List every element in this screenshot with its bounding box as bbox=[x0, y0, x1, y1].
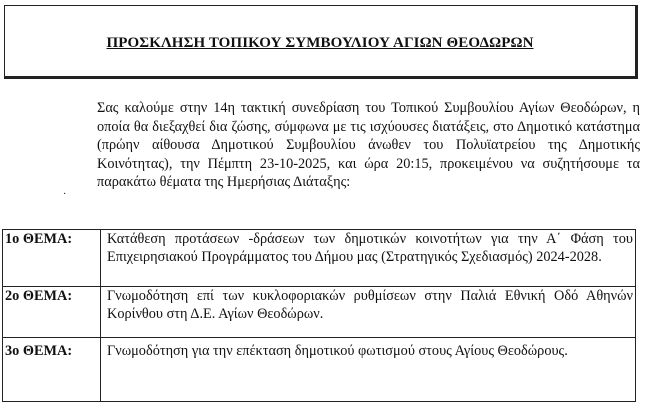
agenda-text: Γνωμοδότηση για την επέκταση δημοτικού φωτισμού στους Αγίους Θεοδώρους. bbox=[101, 338, 636, 402]
stray-dot: · bbox=[63, 189, 67, 200]
agenda-row bbox=[3, 287, 636, 338]
agenda-label: 1ο ΘΕΜΑ: bbox=[3, 230, 101, 287]
agenda-label: 3ο ΘΕΜΑ: bbox=[3, 338, 101, 402]
agenda-row bbox=[3, 338, 636, 402]
agenda-text: Κατάθεση προτάσεων -δράσεων των δημοτικών κοινοτήτων για την Α΄ Φάση του Επιχειρησιακού Προγράμματος του Δήμου μας (Στρατηγικός Σχεδιασμός) 2024-2028. bbox=[101, 230, 636, 287]
agenda-table bbox=[2, 229, 636, 402]
agenda-row bbox=[3, 230, 636, 287]
intro-paragraph: Σας καλούμε στην 14η τακτική συνεδρίαση του Τοπικού Συμβουλίου Αγίων Θεοδώρων, η οποία θα διεξαχθεί δια ζώσης, σύμφωνα με τις ισχύουσες διατάξεις, στο Δημοτικό κατάστημα (πρώην αίθουσα Δημοτικού Συμβουλίου άνωθεν του Πολυϊατρείου της Δημοτικής Κοινότητας), την Πέμπτη 23-10-2025, και ώρα 20:15, προκειμένου να συζητήσουμε τα παρακάτω θέματα της Ημερήσιας Διάταξης: bbox=[97, 100, 640, 190]
document-title: ΠΡΟΣΚΛΗΣΗ ΤΟΠΙΚΟΥ ΣΥΜΒΟΥΛΙΟΥ ΑΓΙΩΝ ΘΕΟΔΩΡΩΝ bbox=[106, 35, 534, 51]
agenda-label: 2ο ΘΕΜΑ: bbox=[3, 287, 101, 338]
agenda-text: Γνωμοδότηση επί των κυκλοφοριακών ρυθμίσεων στην Παλιά Εθνική Οδό Αθηνών Κορίνθου στη Δ.Ε. Αγίων Θεοδώρων. bbox=[101, 287, 636, 338]
title-box bbox=[4, 5, 638, 79]
